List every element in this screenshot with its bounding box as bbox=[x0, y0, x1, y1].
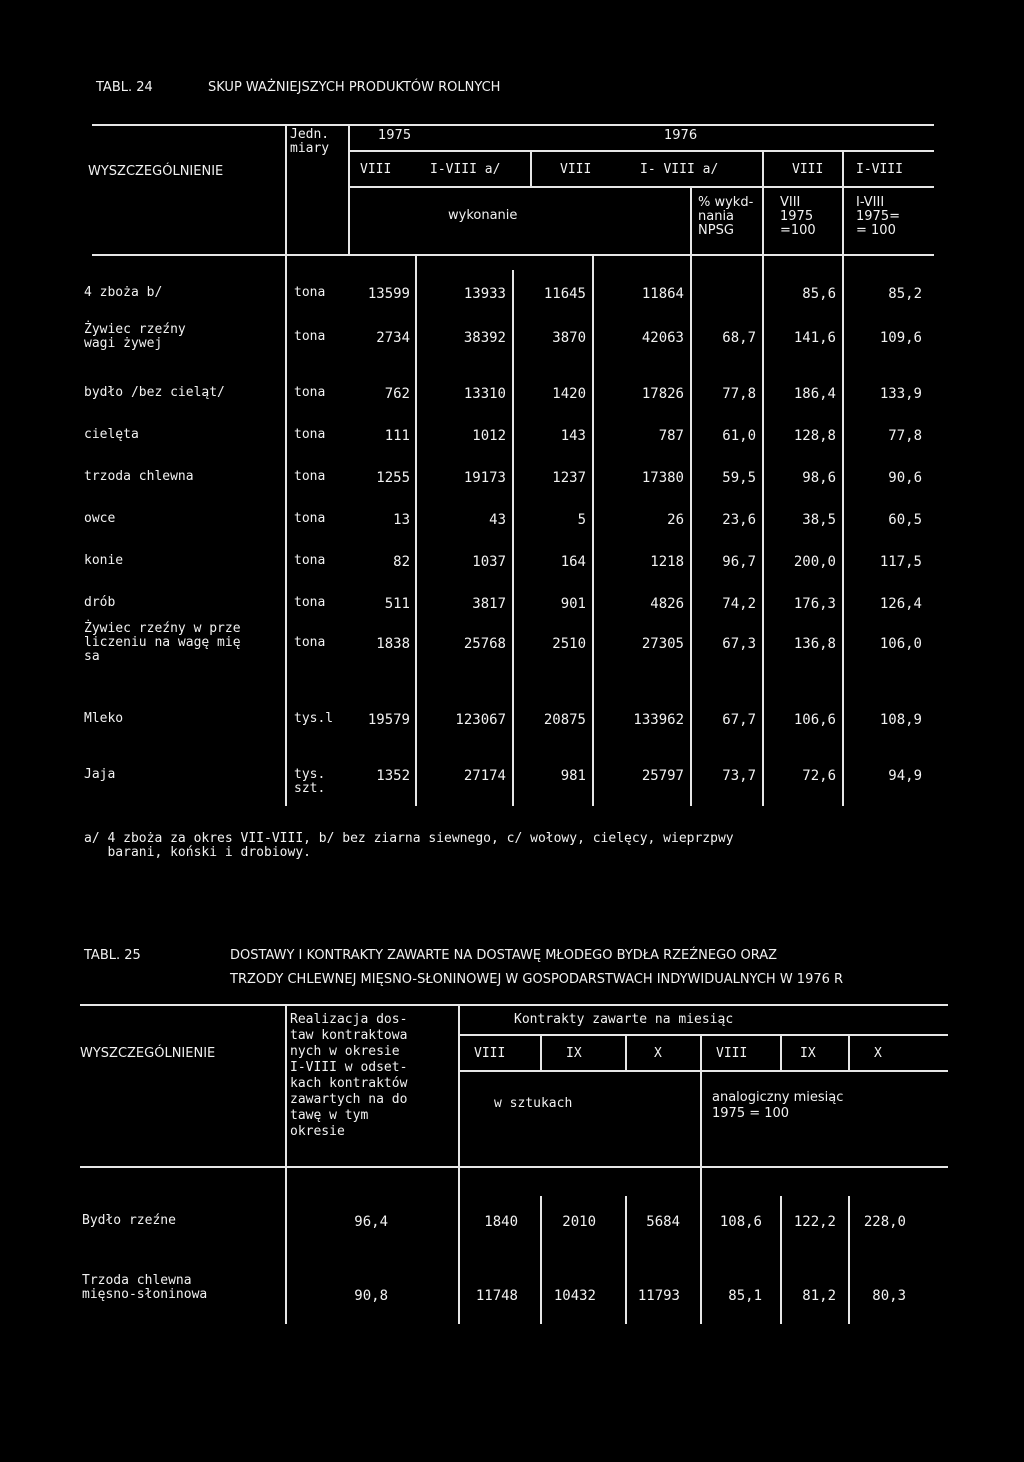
t24-header-viii-base: VIII 1975 =100 bbox=[780, 195, 816, 238]
table-row-unit: tys.l bbox=[294, 711, 334, 726]
table-cell: 133962 bbox=[633, 712, 684, 728]
table-row-label: Mleko bbox=[84, 711, 124, 726]
t24-vline-unit bbox=[285, 124, 287, 806]
t25-vline-5h bbox=[700, 1034, 702, 1166]
t24-col-rule bbox=[348, 186, 934, 188]
t25-vline-5 bbox=[700, 1166, 702, 1324]
table-cell: 511 bbox=[384, 596, 410, 612]
t25-col-viii-b: VIII bbox=[716, 1046, 748, 1061]
table-cell: 981 bbox=[560, 768, 586, 784]
t24-header-iviii-base: I-VIII 1975= = 100 bbox=[856, 195, 900, 238]
table-row-label: Bydło rzeźne bbox=[82, 1213, 176, 1228]
table-cell: 25768 bbox=[463, 636, 506, 652]
table-cell: 106,6 bbox=[793, 712, 836, 728]
table-cell: 106,0 bbox=[879, 636, 922, 652]
table-cell: 94,9 bbox=[888, 768, 922, 784]
table-cell: 4826 bbox=[650, 596, 684, 612]
table-row-unit: tona bbox=[294, 329, 326, 344]
table24-title: SKUP WAŻNIEJSZYCH PRODUKTÓW ROLNYCH bbox=[208, 80, 501, 95]
table-cell: 3817 bbox=[472, 596, 506, 612]
table-cell: 98,6 bbox=[802, 470, 836, 486]
t24-vline-viii bbox=[762, 150, 764, 806]
t24-year-rule bbox=[348, 150, 934, 152]
table-cell: 23,6 bbox=[722, 512, 756, 528]
t25-vline-1 bbox=[285, 1004, 287, 1324]
table-cell: 25797 bbox=[641, 768, 684, 784]
table-row-unit: tona bbox=[294, 285, 326, 300]
table-cell: 60,5 bbox=[888, 512, 922, 528]
table-cell: 61,0 bbox=[722, 428, 756, 444]
table-cell: 72,6 bbox=[802, 768, 836, 784]
t25-header-kontrakty: Kontrakty zawarte na miesiąc bbox=[514, 1012, 734, 1027]
table-cell: 68,7 bbox=[722, 330, 756, 346]
t25-col-x-b: X bbox=[874, 1046, 882, 1061]
table-cell: 13 bbox=[393, 512, 410, 528]
table-cell: 13310 bbox=[463, 386, 506, 402]
t24-vline-1975 bbox=[348, 124, 350, 254]
table-cell: 3870 bbox=[552, 330, 586, 346]
table-row-unit: tona bbox=[294, 469, 326, 484]
table-cell: 11864 bbox=[641, 286, 684, 302]
t24-header-wykonania: % wykd- nania NPSG bbox=[698, 195, 754, 238]
table-cell: 85,1 bbox=[728, 1288, 762, 1304]
table-cell: 90,6 bbox=[888, 470, 922, 486]
table-cell: 67,3 bbox=[722, 636, 756, 652]
table-cell: 1420 bbox=[552, 386, 586, 402]
table-cell: 122,2 bbox=[793, 1214, 836, 1230]
t25-vline-3h bbox=[540, 1034, 542, 1070]
table-cell: 1352 bbox=[376, 768, 410, 784]
table-cell: 108,9 bbox=[879, 712, 922, 728]
table-row-label: bydło /bez cieląt/ bbox=[84, 385, 225, 400]
table-cell: 136,8 bbox=[793, 636, 836, 652]
table-row-unit: tona bbox=[294, 635, 326, 650]
table-row-unit: tona bbox=[294, 553, 326, 568]
t24-header-wyszczegolnienie: WYSZCZEGÓLNIENIE bbox=[88, 164, 224, 179]
t24-vline-1976 bbox=[530, 150, 532, 186]
table-cell: 43 bbox=[489, 512, 506, 528]
table-cell: 96,4 bbox=[354, 1214, 388, 1230]
t24-col-iviii-index: I-VIII bbox=[856, 162, 903, 177]
t24-col-viii-1976: VIII bbox=[560, 162, 592, 177]
table-cell: 228,0 bbox=[863, 1214, 906, 1230]
t24-col-viii-1975: VIII bbox=[360, 162, 392, 177]
table-row-label: Trzoda chlewna mięsno-słoninowa bbox=[82, 1273, 208, 1302]
t24-col-viii-index: VIII bbox=[792, 162, 824, 177]
table-cell: 200,0 bbox=[793, 554, 836, 570]
t25-header-w-sztukach: w sztukach bbox=[494, 1096, 573, 1111]
table-cell: 26 bbox=[667, 512, 684, 528]
t25-col-rule bbox=[458, 1070, 948, 1072]
t24-top-rule bbox=[92, 124, 934, 126]
table-row-label: owce bbox=[84, 511, 116, 526]
table-cell: 77,8 bbox=[722, 386, 756, 402]
table-cell: 164 bbox=[560, 554, 586, 570]
table-cell: 5 bbox=[577, 512, 586, 528]
table-row-unit: tona bbox=[294, 427, 326, 442]
t24-header-1975: 1975 bbox=[378, 128, 412, 143]
table-row-label: Żywiec rzeźny wagi żywej bbox=[84, 322, 186, 351]
table-cell: 1255 bbox=[376, 470, 410, 486]
table-cell: 2010 bbox=[562, 1214, 596, 1230]
t24-header-1976: 1976 bbox=[664, 128, 698, 143]
table-cell: 13599 bbox=[367, 286, 410, 302]
table25-title-line2: TRZODY CHLEWNEJ MIĘSNO-SŁONINOWEJ W GOSPODARSTWACH INDYWIDUALNYCH W 1976 R bbox=[230, 972, 844, 987]
table-cell: 38,5 bbox=[802, 512, 836, 528]
table-cell: 42063 bbox=[641, 330, 684, 346]
table-row-label: 4 zboża b/ bbox=[84, 285, 163, 300]
table-row-label: cielęta bbox=[84, 427, 139, 442]
t24-col-iviii-1975: I-VIII a/ bbox=[430, 162, 501, 177]
table-cell: 96,7 bbox=[722, 554, 756, 570]
table-cell: 85,6 bbox=[802, 286, 836, 302]
table-cell: 59,5 bbox=[722, 470, 756, 486]
t25-vline-7h bbox=[848, 1034, 850, 1070]
t25-vline-6h bbox=[780, 1034, 782, 1070]
table25-title-line1: DOSTAWY I KONTRAKTY ZAWARTE NA DOSTAWĘ MŁODEGO BYDŁA RZEŹNEGO ORAZ bbox=[230, 948, 778, 963]
t24-vline-c2 bbox=[512, 270, 514, 806]
t25-vline-3 bbox=[540, 1196, 542, 1324]
table-cell: 186,4 bbox=[793, 386, 836, 402]
t24-vline-iviii bbox=[842, 150, 844, 806]
t25-header-analogiczny: analogiczny miesiąc 1975 = 100 bbox=[712, 1090, 844, 1121]
table-row-label: Jaja bbox=[84, 767, 116, 782]
table-cell: 85,2 bbox=[888, 286, 922, 302]
table-cell: 5684 bbox=[646, 1214, 680, 1230]
table-cell: 19579 bbox=[367, 712, 410, 728]
t25-col-x-a: X bbox=[654, 1046, 662, 1061]
table-cell: 2734 bbox=[376, 330, 410, 346]
table-cell: 176,3 bbox=[793, 596, 836, 612]
t25-top-rule bbox=[80, 1004, 948, 1006]
table25-number: TABL. 25 bbox=[84, 948, 141, 963]
table-cell: 19173 bbox=[463, 470, 506, 486]
table-cell: 111 bbox=[384, 428, 410, 444]
t25-col-ix-a: IX bbox=[566, 1046, 582, 1061]
table-cell: 123067 bbox=[455, 712, 506, 728]
t25-vline-6 bbox=[780, 1196, 782, 1324]
table-cell: 67,7 bbox=[722, 712, 756, 728]
table-cell: 11748 bbox=[475, 1288, 518, 1304]
t25-vline-4h bbox=[625, 1034, 627, 1070]
t24-header-bottom-rule bbox=[92, 254, 934, 256]
table24-number: TABL. 24 bbox=[96, 80, 153, 95]
table-cell: 74,2 bbox=[722, 596, 756, 612]
table-cell: 1840 bbox=[484, 1214, 518, 1230]
table-cell: 11645 bbox=[543, 286, 586, 302]
table-cell: 90,8 bbox=[354, 1288, 388, 1304]
table-cell: 17380 bbox=[641, 470, 684, 486]
table-cell: 80,3 bbox=[872, 1288, 906, 1304]
t24-col-iviii-1976: I- VIII a/ bbox=[640, 162, 719, 177]
t25-vline-4 bbox=[625, 1196, 627, 1324]
t25-vline-7 bbox=[848, 1196, 850, 1324]
t24-vline-wyk bbox=[690, 186, 692, 254]
table-row-unit: tys. szt. bbox=[294, 767, 326, 796]
table-cell: 10432 bbox=[553, 1288, 596, 1304]
t25-col-ix-b: IX bbox=[800, 1046, 816, 1061]
table-cell: 1218 bbox=[650, 554, 684, 570]
table-cell: 901 bbox=[560, 596, 586, 612]
table-cell: 1012 bbox=[472, 428, 506, 444]
t24-vline-c1 bbox=[415, 254, 417, 806]
table-row-label: konie bbox=[84, 553, 124, 568]
table-cell: 762 bbox=[384, 386, 410, 402]
table-cell: 1037 bbox=[472, 554, 506, 570]
table-cell: 38392 bbox=[463, 330, 506, 346]
table-cell: 109,6 bbox=[879, 330, 922, 346]
table-cell: 126,4 bbox=[879, 596, 922, 612]
table-row-label: Żywiec rzeźny w prze liczeniu na wagę mię sa bbox=[84, 621, 241, 664]
t25-header-bottom-rule bbox=[80, 1166, 948, 1168]
table-cell: 77,8 bbox=[888, 428, 922, 444]
t25-vline-2 bbox=[458, 1004, 460, 1324]
table-cell: 73,7 bbox=[722, 768, 756, 784]
table-cell: 1838 bbox=[376, 636, 410, 652]
t25-kontrakty-rule bbox=[458, 1034, 948, 1036]
t24-vline-c4 bbox=[690, 254, 692, 806]
table-cell: 11793 bbox=[637, 1288, 680, 1304]
table-cell: 1237 bbox=[552, 470, 586, 486]
table-cell: 133,9 bbox=[879, 386, 922, 402]
t25-col-viii-a: VIII bbox=[474, 1046, 506, 1061]
table-cell: 787 bbox=[658, 428, 684, 444]
table-row-label: trzoda chlewna bbox=[84, 469, 194, 484]
table24-footnote: a/ 4 zboża za okres VII-VIII, b/ bez ziarna siewnego, c/ wołowy, cielęcy, wieprzpwy barani, koński i drobiowy. bbox=[84, 831, 734, 860]
table-cell: 82 bbox=[393, 554, 410, 570]
table-cell: 17826 bbox=[641, 386, 684, 402]
t25-header-wyszczegolnienie: WYSZCZEGÓLNIENIE bbox=[80, 1046, 216, 1061]
t24-header-wykonanie: wykonanie bbox=[448, 208, 518, 223]
table-cell: 143 bbox=[560, 428, 586, 444]
table-cell: 128,8 bbox=[793, 428, 836, 444]
table-row-unit: tona bbox=[294, 385, 326, 400]
t24-header-unit: Jedn. miary bbox=[290, 127, 330, 156]
table-cell: 13933 bbox=[463, 286, 506, 302]
table-cell: 81,2 bbox=[802, 1288, 836, 1304]
table-cell: 27174 bbox=[463, 768, 506, 784]
table-row-unit: tona bbox=[294, 595, 326, 610]
table-row-unit: tona bbox=[294, 511, 326, 526]
table-cell: 2510 bbox=[552, 636, 586, 652]
table-cell: 141,6 bbox=[793, 330, 836, 346]
t25-header-realizacja: Realizacja dos- taw kontraktowa nych w okresie I-VIII w odset- kach kontraktów zawartych na do tawę w tym okresie bbox=[290, 1012, 408, 1139]
table-cell: 108,6 bbox=[719, 1214, 762, 1230]
table-cell: 20875 bbox=[543, 712, 586, 728]
table-row-label: drób bbox=[84, 595, 116, 610]
table-cell: 117,5 bbox=[879, 554, 922, 570]
table-cell: 27305 bbox=[641, 636, 684, 652]
t24-vline-c3 bbox=[592, 254, 594, 806]
